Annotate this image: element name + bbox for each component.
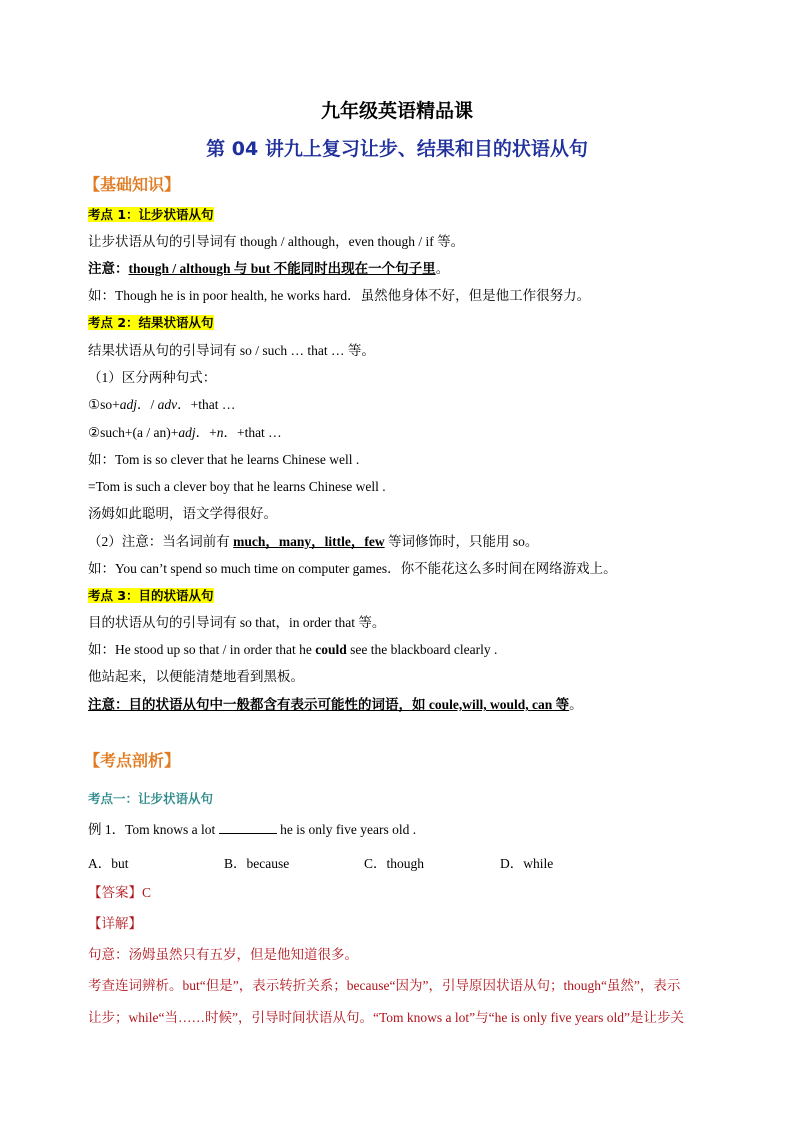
point2-form1 <box>88 395 235 415</box>
point2-example3: 汤姆如此聪明，语文学得很好。 <box>88 506 277 521</box>
option-a: A．but <box>88 856 129 871</box>
option-d: D．while <box>500 856 554 871</box>
question-part-b: he is only five years old . <box>276 822 417 837</box>
point1-note-body: though / although 与 but 不能同时出现在一个句子里 <box>128 261 436 276</box>
p3-ex1-part-c: see the blackboard clearly . <box>346 642 498 657</box>
option-b: B．because <box>224 856 290 871</box>
p3-note-end: 。 <box>569 697 583 712</box>
analysis-subtitle: 考点一：让步状语从句 <box>88 791 214 806</box>
lesson-title: 第 04 讲九上复习让步、结果和目的状语从句 <box>206 138 588 160</box>
sub2-words: much，many，little，few <box>233 534 385 549</box>
example-question <box>88 820 416 840</box>
form1-adj: adj <box>119 397 137 412</box>
point3-label: 考点 3：目的状语从句 <box>88 588 214 603</box>
explanation-line-1: 考查连词辨析。but“但是”，表示转折关系；because“因为”，引导原因状语从句；though“虽然”，表示 <box>88 978 681 993</box>
point2-sub2 <box>88 532 538 552</box>
section-analysis: 【考点剖析】 <box>84 751 181 770</box>
form1-part-e: ．+that … <box>177 397 236 412</box>
sub2-part-a: （2）注意：当名词前有 <box>88 534 234 549</box>
point2-example2: =Tom is such a clever boy that he learns Chinese well . <box>88 479 386 494</box>
answer-blank <box>219 821 277 834</box>
point1-example: 如：Though he is in poor health, he works hard．虽然他身体不好，但是他工作很努力。 <box>88 288 591 303</box>
point2-label-line <box>88 313 214 333</box>
p3-ex1-part-a: 如：He stood up so that / in order that he <box>88 642 316 657</box>
point3-example1 <box>88 640 497 660</box>
section-basic-knowledge: 【基础知识】 <box>84 175 181 194</box>
point3-intro: 目的状语从句的引导词有 so that，in order that 等。 <box>88 615 386 630</box>
form2-adj: adj <box>178 425 196 440</box>
form2-part-c: ．+ <box>195 425 217 440</box>
p3-note-body: 注意：目的状语从句中一般都含有表示可能性的词语，如 coule,will, would, can 等 <box>88 697 570 712</box>
point3-note <box>88 695 583 715</box>
point2-label: 考点 2：结果状语从句 <box>88 315 214 330</box>
point1-note <box>88 259 449 279</box>
form2-part-a: ②such+(a / an)+ <box>88 425 179 440</box>
form2-part-e: ．+that … <box>223 425 282 440</box>
point2-example1: 如：Tom is so clever that he learns Chinese well . <box>88 452 360 467</box>
point1-note-end: 。 <box>435 261 450 276</box>
question-part-a: 例 1．Tom knows a lot <box>88 822 219 837</box>
form1-part-c: ．/ <box>137 397 158 412</box>
form1-part-a: ①so+ <box>88 397 120 412</box>
analysis-sub-line <box>88 789 213 809</box>
point1-label-line <box>88 205 214 225</box>
point2-example4: 如：You can’t spend so much time on computer games．你不能花这么多时间在网络游戏上。 <box>88 561 617 576</box>
answer-line <box>88 883 151 903</box>
p3-ex1-could: could <box>315 642 347 657</box>
form1-adv: adv <box>157 397 178 412</box>
answer-value: C <box>142 885 152 900</box>
point2-sub1: （1）区分两种句式： <box>88 370 217 385</box>
point2-intro: 结果状语从句的引导词有 so / such … that … 等。 <box>88 343 375 358</box>
point1-label: 考点 1：让步状语从句 <box>88 207 214 222</box>
point3-label-line <box>88 586 214 606</box>
form2-noun: n <box>216 425 224 440</box>
point2-form2 <box>88 423 282 443</box>
sentence-meaning: 句意：汤姆虽然只有五岁，但是他知道很多。 <box>88 947 358 962</box>
point3-example2: 他站起来，以便能清楚地看到黑板。 <box>88 669 304 684</box>
page-title: 九年级英语精品课 <box>320 100 473 122</box>
explain-label: 【详解】 <box>88 916 142 931</box>
point1-note-prefix: 注意： <box>88 261 129 276</box>
explanation-line-2: 让步；while“当……时候”，引导时间状语从句。“Tom knows a lot”与“he is only five years old”是让步关 <box>88 1010 684 1025</box>
option-c: C．though <box>364 856 425 871</box>
sub2-part-c: 等词修饰时，只能用 so。 <box>384 534 539 549</box>
point1-intro: 让步状语从句的引导词有 though / although，even though / if 等。 <box>88 234 465 249</box>
answer-label: 【答案】 <box>88 885 142 900</box>
